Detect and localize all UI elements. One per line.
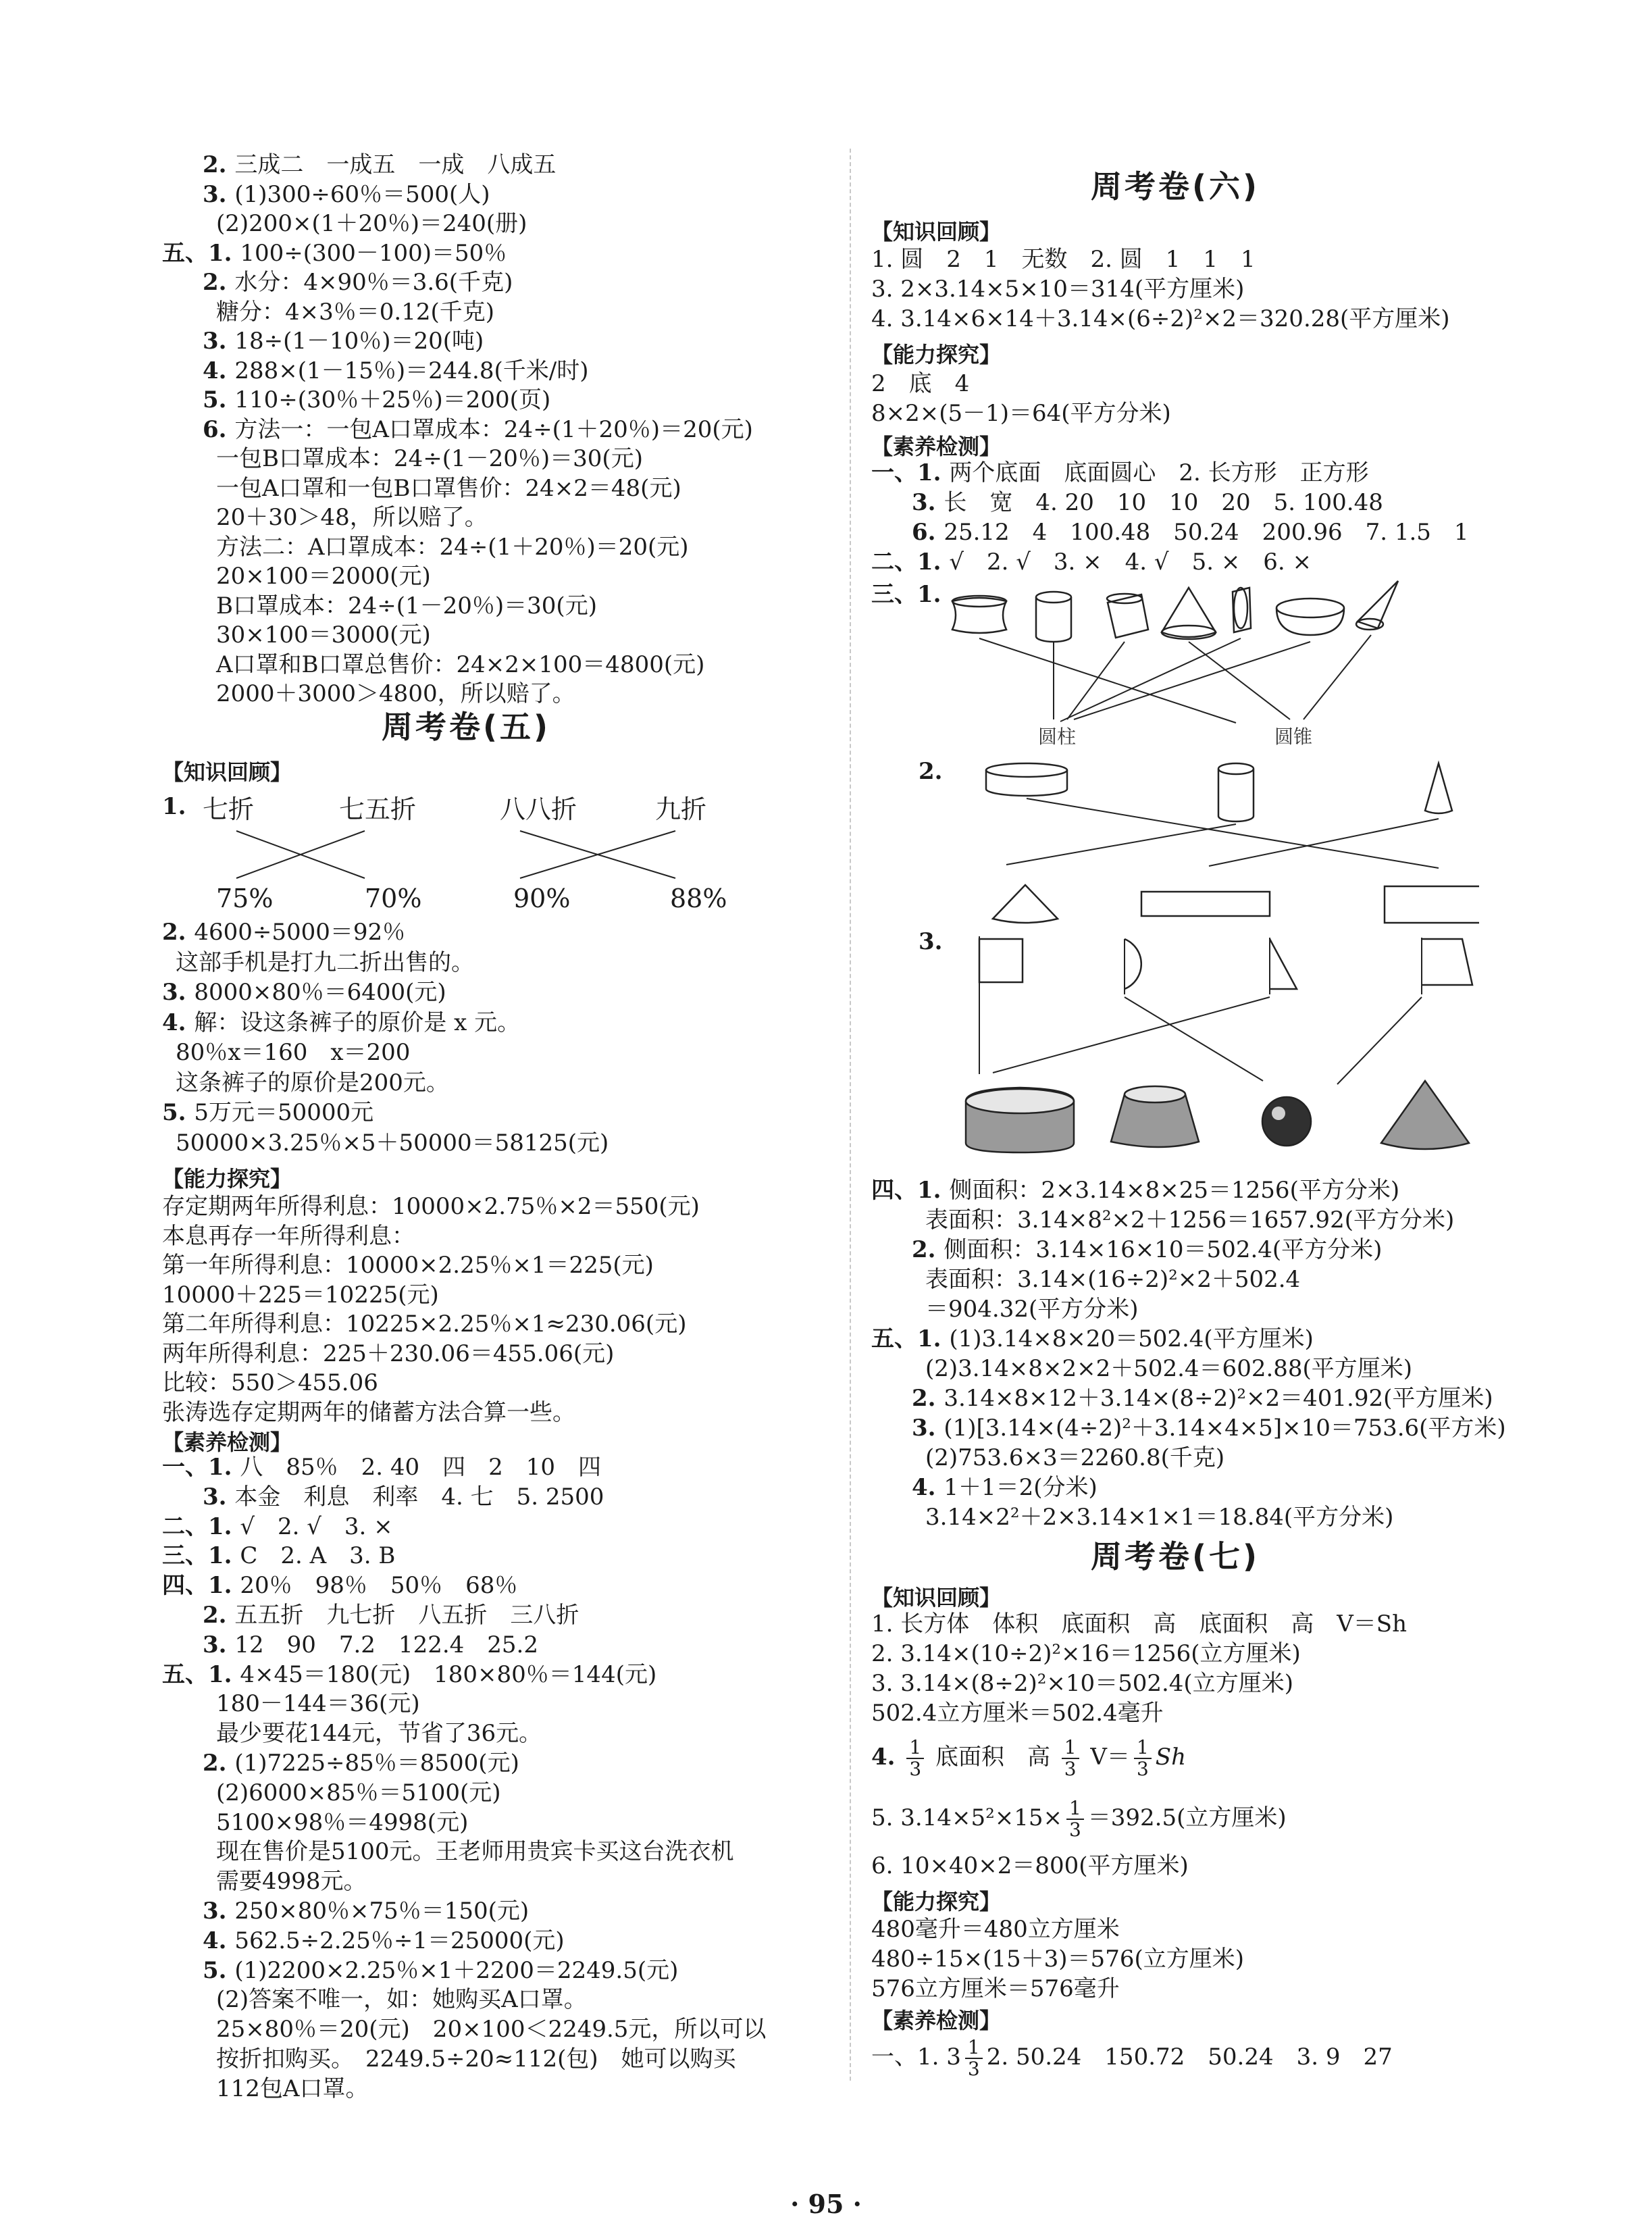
answer-line: [162, 1541, 395, 1571]
answer-line: [203, 1956, 678, 1985]
answer-text: (1)7225÷85％＝8500(元): [234, 1750, 519, 1777]
item-number: 4.: [162, 1009, 195, 1036]
answer-line: [203, 415, 753, 445]
answer-line: [925, 1354, 1412, 1383]
answer-text: (2)6000×85％＝5100(元): [216, 1779, 501, 1806]
answer-text: 4×45＝180(元) 180×80％＝144(元): [240, 1660, 657, 1688]
section-nengli-7: 【能力探究】: [871, 1889, 1002, 1914]
answer-line: 502.4立方厘米＝502.4毫升: [871, 1700, 1164, 1727]
answer-text: 50000×3.25％×5＋50000＝58125(元): [176, 1129, 609, 1157]
answer-text: 3.14×2²＋2×3.14×1×1＝18.84(平方分米): [925, 1504, 1394, 1531]
answer-text: 侧面积：2×3.14×8×25＝1256(平方分米): [949, 1177, 1400, 1204]
answer-text: 30×100＝3000(元): [216, 621, 431, 649]
answer-line: [162, 1512, 393, 1542]
section-zhishi-5: 【知识回顾】: [162, 759, 292, 785]
answer-line: [203, 1926, 565, 1956]
answer-text: 现在售价是5100元。王老师用贵宾卡买这台洗衣机: [216, 1838, 734, 1866]
answer-line: [912, 1383, 1493, 1413]
section-suyang-7: 【素养检测】: [871, 2008, 1002, 2033]
answer-line: 10000＋225＝10225(元): [162, 1281, 439, 1309]
answer-text: 八 85％ 2. 40 四 2 10 四: [240, 1454, 602, 1481]
item-number: 4.: [912, 1474, 944, 1501]
page-number: · 95 ·: [790, 2189, 862, 2219]
answer-line: [216, 474, 681, 503]
answer-line: [203, 1600, 579, 1630]
match-top-4: 九折: [655, 794, 707, 824]
item-number: 6.: [912, 519, 944, 546]
answer-line: [162, 1008, 520, 1038]
answer-line: [203, 1896, 529, 1926]
q3-3-label: 3.: [919, 928, 943, 955]
item-number: 一、1.: [162, 1454, 240, 1481]
answer-line: 张涛选存定期两年的储蓄方法合算一些。: [162, 1398, 575, 1426]
answer-text: 25×80％＝20(元) 20×100＜2249.5元，所以可以: [216, 2016, 767, 2043]
item-number: 四、1.: [871, 1177, 950, 1204]
fraction-one-third: $\frac{1}{3}$: [965, 2037, 983, 2079]
match-top-3: 八八折: [500, 794, 577, 824]
answer-text: 5100×98％＝4998(元): [216, 1808, 469, 1836]
answer-text: ＝904.32(平方分米): [925, 1296, 1139, 1323]
match-bottom-2: 70%: [365, 884, 422, 913]
answer-text: 80％x＝160 x＝200: [176, 1039, 411, 1066]
match-bottom-3: 90%: [513, 884, 571, 913]
answer-text: √ 2. √ 3. ×: [240, 1513, 393, 1540]
answer-text: 糖分：4×3％＝0.12(千克): [216, 298, 494, 326]
match-bottom-4: 88%: [670, 884, 727, 913]
answer-text: 18÷(1－10％)＝20(吨): [234, 328, 484, 355]
answer-line: [203, 1630, 538, 1660]
answer-line: [162, 1098, 373, 1127]
answer-text: (2)753.6×3＝2260.8(千克): [925, 1444, 1225, 1471]
answer-line: [203, 150, 556, 180]
item-number: 2.: [203, 269, 235, 296]
answer-line: [925, 1205, 1454, 1235]
answer-text: C 2. A 3. B: [240, 1542, 396, 1570]
answer-line: [912, 517, 1469, 547]
answer-line: [216, 532, 689, 562]
item-number: 2.: [203, 1750, 235, 1777]
answer-line: [203, 326, 484, 356]
answer-text: 100÷(300－100)＝50％: [240, 239, 507, 267]
answer-text: 需要4998元。: [216, 1868, 367, 1896]
answer-text: 4600÷5000＝92％: [194, 919, 406, 946]
section-zhishi-7: 【知识回顾】: [871, 1585, 1002, 1610]
answer-text: 562.5÷2.25％÷1＝25000(元): [234, 1927, 565, 1954]
item-number: 2.: [162, 919, 195, 946]
answer-line: 1. 圆 2 1 无数 2. 圆 1 1 1: [871, 246, 1256, 273]
answer-text: 侧面积：3.14×16×10＝502.4(平方分米): [944, 1236, 1383, 1263]
answer-line: [203, 356, 588, 386]
answer-text: 方法二：A口罩成本：24÷(1＋20％)＝20(元): [216, 533, 689, 561]
answer-text: (2)答案不唯一，如：她购买A口罩。: [216, 1986, 587, 2014]
answer-line: [216, 444, 643, 474]
answer-line: [203, 1748, 519, 1778]
answer-line: [912, 1473, 1098, 1502]
zs7-item-5: 5. 3.14×5²×15× $\frac{1}{3}$ ＝392.5(立方厘米): [871, 1797, 1287, 1841]
answer-text: 表面积：3.14×(16÷2)²×2＋502.4: [925, 1266, 1301, 1293]
answer-text: B口罩成本：24÷(1－20％)＝30(元): [216, 592, 597, 619]
item-number: 3.: [203, 1631, 235, 1658]
title-week6: 周考卷(六): [1090, 168, 1260, 205]
answer-line: [216, 1985, 587, 2014]
answer-line: 第二年所得利息：10225×2.25％×1≈230.06(元): [162, 1311, 687, 1338]
answer-line: 2. 3.14×(10÷2)²×16＝1256(立方厘米): [871, 1640, 1301, 1667]
zs7-item-6: 6. 10×40×2＝800(平方厘米): [871, 1852, 1189, 1879]
section-suyang-5: 【素养检测】: [162, 1429, 292, 1455]
answer-text: (1)300÷60％＝500(人): [234, 180, 490, 208]
answer-text: 三成二 一成五 一成 八成五: [234, 151, 557, 178]
answer-line: [216, 561, 431, 591]
answer-text: (1)[3.14×(4÷2)²＋3.14×4×5]×10＝753.6(平方米): [944, 1415, 1506, 1442]
answer-line: [216, 2044, 736, 2074]
answer-line: [162, 1571, 517, 1600]
answer-text: 水分：4×90％＝3.6(千克): [234, 269, 513, 296]
answer-line: [216, 209, 527, 238]
fraction-one-third: $\frac{1}{3}$: [1134, 1737, 1152, 1779]
answer-line: [871, 547, 1312, 577]
answer-line: [203, 385, 550, 415]
answer-text: 20×100＝2000(元): [216, 563, 431, 590]
answer-line: 2 底 4: [871, 370, 970, 397]
item-number: 3.: [912, 1415, 944, 1442]
answer-line: 第一年所得利息：10000×2.25％×1＝225(元): [162, 1252, 654, 1279]
answer-text: √ 2. √ 3. × 4. √ 5. × 6. ×: [949, 549, 1312, 576]
answer-line: [216, 2014, 766, 2044]
answer-line: 4. 3.14×6×14＋3.14×(6÷2)²×2＝320.28(平方厘米): [871, 305, 1450, 332]
answer-text: 2000＋3000＞4800，所以赔了。: [216, 680, 575, 707]
answer-line: 3. 2×3.14×5×10＝314(平方厘米): [871, 276, 1245, 303]
match-top-2: 七五折: [339, 794, 417, 824]
answer-text: 20％ 98％ 50％ 68％: [240, 1572, 518, 1600]
answer-text: 1＋1＝2(分米): [944, 1474, 1098, 1501]
answer-line: [871, 1175, 1399, 1205]
item-number: 5.: [203, 386, 235, 413]
solids-match-figure: [939, 574, 1479, 757]
answer-line: 8×2×(5－1)＝64(平方分米): [871, 400, 1171, 427]
answer-line: [216, 1719, 542, 1748]
answer-line: [216, 2074, 368, 2104]
item-number: 二、1.: [162, 1513, 240, 1540]
answer-line: [912, 1413, 1506, 1443]
section-nengli-5: 【能力探究】: [162, 1166, 292, 1192]
answer-line: [162, 238, 507, 268]
item-number: 五、1.: [162, 1660, 240, 1688]
answer-line: [912, 488, 1383, 517]
answer-line: [871, 458, 1369, 488]
answer-text: 3.14×8×12＋3.14×(8÷2)²×2＝401.92(平方厘米): [944, 1385, 1493, 1412]
section-suyang-6: 【素养检测】: [871, 434, 1002, 459]
answer-line: 1. 长方体 体积 底面积 高 底面积 高 V＝Sh: [871, 1610, 1407, 1638]
fraction-one-third: $\frac{1}{3}$: [1066, 1798, 1084, 1840]
label-cylinder: 圆柱: [1037, 726, 1077, 748]
answer-text: 表面积：3.14×8²×2＋1256＝1657.92(平方分米): [925, 1207, 1455, 1234]
answer-line: [203, 180, 490, 209]
q3-2-label: 2.: [919, 758, 943, 785]
answer-line: [216, 620, 431, 650]
answer-text: 180－144＝36(元): [216, 1690, 420, 1718]
item-number: 2.: [912, 1385, 944, 1412]
answer-line: [925, 1265, 1300, 1294]
rotation-match-figure: [939, 932, 1479, 1155]
sy7-item-1: 一、1. 3 $\frac{1}{3}$ 2. 50.24 150.72 50.24 3. 9 27: [871, 2036, 1393, 2080]
answer-line: 480毫升＝480立方厘米: [871, 1916, 1120, 1943]
label-cone: 圆锥: [1274, 726, 1313, 748]
answer-line: [925, 1294, 1139, 1324]
item-number: 五、1.: [871, 1325, 950, 1352]
answer-line: [162, 917, 405, 947]
match-top-1: 七折: [203, 794, 255, 824]
answer-line: 480÷15×(15＋3)＝576(立方厘米): [871, 1946, 1244, 1973]
answer-text: 一包A口罩和一包B口罩售价：24×2＝48(元): [216, 474, 681, 502]
item-number: 2.: [203, 1602, 235, 1629]
answer-text: 这部手机是打九二折出售的。: [176, 948, 474, 976]
answer-line: 存定期两年所得利息：10000×2.75％×2＝550(元): [162, 1193, 700, 1220]
item-number: 3.: [912, 489, 944, 516]
answer-line: [216, 503, 488, 532]
answer-line: [925, 1443, 1224, 1473]
answer-text: 长 宽 4. 20 10 10 20 5. 100.48: [944, 489, 1383, 516]
q3-1-label: 三、1.: [871, 581, 941, 608]
item-number: 5.: [203, 1956, 235, 1984]
item-number: 4.: [203, 1927, 235, 1954]
item-number: 6.: [203, 415, 235, 443]
item-number: 三、1.: [162, 1542, 240, 1570]
answer-line: [176, 1068, 449, 1098]
match-number: 1.: [162, 793, 186, 820]
answer-text: 5万元＝50000元: [194, 1099, 374, 1126]
answer-text: 288×(1－15％)＝244.8(千米/时): [234, 357, 589, 384]
item-number: 二、1.: [871, 549, 950, 576]
answer-line: 576立方厘米＝576毫升: [871, 1975, 1120, 2002]
title-week5: 周考卷(五): [381, 709, 551, 745]
answer-line: [216, 1867, 367, 1896]
item-number: 3.: [203, 328, 235, 355]
answer-line: [216, 591, 597, 621]
answer-text: 110÷(30％＋25％)＝200(页): [234, 386, 551, 413]
answer-line: [176, 1128, 609, 1158]
item-number: 3.: [203, 1898, 235, 1925]
answer-text: 一包B口罩成本：24÷(1－20％)＝30(元): [216, 445, 643, 472]
answer-line: 两年所得利息：225＋230.06＝455.06(元): [162, 1340, 615, 1367]
item-number: 四、1.: [162, 1572, 240, 1600]
item-number: 五、1.: [162, 239, 240, 267]
answer-line: [162, 1660, 656, 1690]
answer-line: 比较：550＞455.06: [162, 1369, 378, 1396]
item-number: 3.: [162, 979, 195, 1006]
answer-line: [216, 650, 704, 680]
answer-line: [176, 1038, 410, 1067]
section-zhishi-6: 【知识回顾】: [871, 219, 1002, 245]
item-number: 2.: [203, 151, 235, 178]
fraction-one-third: $\frac{1}{3}$: [1062, 1737, 1079, 1779]
answer-text: 8000×80％＝6400(元): [194, 979, 446, 1006]
answer-text: 20＋30＞48，所以赔了。: [216, 504, 488, 531]
item-number: 5.: [162, 1099, 195, 1126]
answer-line: [203, 268, 513, 297]
unfold-match-figure: [939, 757, 1479, 925]
answer-text: 这条裤子的原价是200元。: [176, 1069, 449, 1096]
answer-line: [871, 1324, 1314, 1354]
match-bottom-1: 75%: [216, 884, 274, 913]
answer-line: [912, 1235, 1382, 1265]
answer-line: [162, 978, 446, 1007]
answer-text: (1)2200×2.25％×1＋2200＝2249.5(元): [234, 1956, 679, 1984]
answer-text: 方法一：一包A口罩成本：24÷(1＋20％)＝20(元): [234, 415, 753, 443]
item-number: 4.: [203, 357, 235, 384]
item-number: 3.: [203, 180, 235, 208]
answer-line: [203, 1482, 604, 1512]
title-week7: 周考卷(七): [1090, 1538, 1260, 1575]
answer-line: [162, 1452, 601, 1482]
answer-text: 250×80％×75％＝150(元): [234, 1898, 530, 1925]
answer-text: 最少要花144元，节省了36元。: [216, 1720, 542, 1748]
answer-line: [176, 948, 474, 978]
answer-line: [216, 1778, 501, 1808]
answer-text: (1)3.14×8×20＝502.4(平方厘米): [949, 1325, 1314, 1352]
item-number: 一、1.: [871, 459, 950, 486]
answer-text: 112包A口罩。: [216, 2075, 369, 2102]
item-number: 3.: [203, 1483, 235, 1511]
answer-text: 25.12 4 100.48 50.24 200.96 7. 1.5 1: [944, 519, 1469, 546]
item-number: 2.: [912, 1236, 944, 1263]
answer-text: 五五折 九七折 八五折 三八折: [234, 1602, 579, 1629]
match-diagram: [162, 789, 743, 924]
answer-line: 本息再存一年所得利息：: [162, 1222, 415, 1250]
answer-line: [925, 1502, 1393, 1532]
answer-text: 解：设这条裤子的原价是 x 元。: [194, 1009, 521, 1036]
fraction-one-third: $\frac{1}{3}$: [906, 1737, 924, 1779]
zs7-item-4: 4. $\frac{1}{3}$ 底面积 高 $\frac{1}{3}$ V＝ $\frac{1}{3}$ Sh: [871, 1736, 1186, 1780]
answer-text: 两个底面 底面圆心 2. 长方形 正方形: [949, 459, 1369, 486]
answer-line: [216, 297, 494, 327]
answer-text: (2)200×(1＋20％)＝240(册): [216, 210, 527, 237]
answer-line: [216, 1689, 420, 1719]
answer-line: [216, 1837, 734, 1867]
answer-text: 按折扣购买。 2249.5÷20≈112(包) 她可以购买: [216, 2046, 736, 2073]
section-nengli-6: 【能力探究】: [871, 342, 1002, 367]
answer-line: 3. 3.14×(8÷2)²×10＝502.4(立方厘米): [871, 1670, 1293, 1697]
answer-text: (2)3.14×8×2×2＋502.4＝602.88(平方厘米): [925, 1355, 1413, 1382]
answer-line: [216, 1808, 468, 1837]
answer-text: 本金 利息 利率 4. 七 5. 2500: [234, 1483, 604, 1511]
column-divider: [850, 149, 852, 2081]
answer-text: 12 90 7.2 122.4 25.2: [234, 1631, 538, 1658]
answer-text: A口罩和B口罩总售价：24×2×100＝4800(元): [216, 651, 705, 678]
